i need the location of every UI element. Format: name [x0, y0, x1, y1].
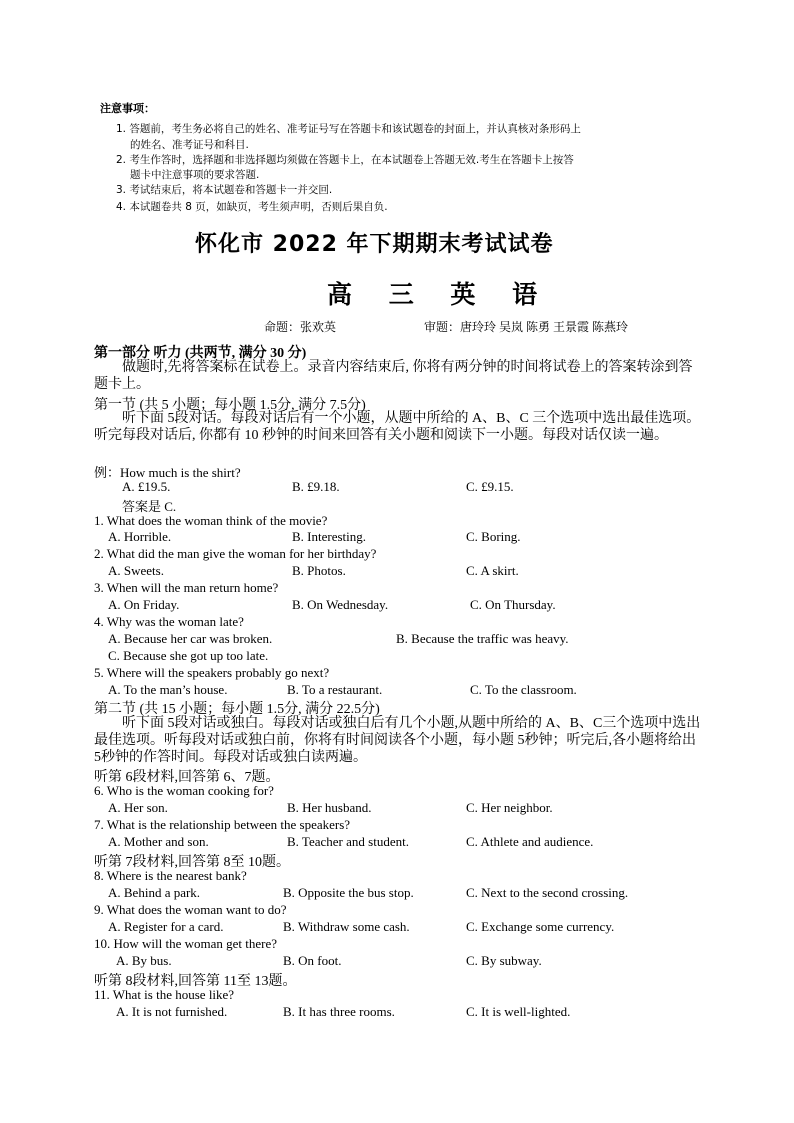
q7-option-c: C. Athlete and audience.	[466, 834, 594, 849]
q5-option-c: C. To the classroom.	[470, 682, 577, 697]
q1-option-b: B. Interesting.	[292, 529, 367, 544]
q10-option-a: A. By bus.	[116, 953, 172, 968]
question-11: 11. What is the house like?	[94, 987, 235, 1002]
q10-option-b: B. On foot.	[283, 953, 342, 968]
section2-intro: 听下面 5段对话或独白。每段对话或独白后有几个小题,从题中所给的 A、B、C三个选项中选出最佳选项。听每段对话或独白前，你将有时间阅读各个小题，每小题 5秒钟；听完后,各小题将给出 5秒钟的作答时间。每段对话或独白读两遍。	[94, 716, 701, 765]
q3-option-b: B. On Wednesday.	[292, 597, 389, 612]
notice-heading: 注意事项：	[100, 102, 155, 115]
q6-option-b: B. Her husband.	[287, 800, 372, 815]
q8-option-a: A. Behind a park.	[108, 885, 201, 900]
question-9: 9. What does the woman want to do?	[94, 902, 287, 917]
question-4: 4. Why was the woman late?	[94, 614, 244, 629]
example-option-b: B. £9.18.	[292, 479, 340, 494]
notice-item-1-cont: 的姓名、准考证号和科目.	[130, 139, 249, 151]
example-question: 例：How much is the shirt?	[94, 465, 241, 480]
notice-item-2-cont: 题卡中注意事项的要求答题.	[130, 169, 260, 181]
question-6: 6. Who is the woman cooking for?	[94, 783, 274, 798]
question-7: 7. What is the relationship between the speakers?	[94, 817, 351, 832]
exam-subject: 高 三 英 语	[327, 280, 552, 309]
q2-option-a: A. Sweets.	[108, 563, 164, 578]
question-1: 1. What does the woman think of the movie?	[94, 513, 328, 528]
example-option-c: C. £9.15.	[466, 479, 514, 494]
notice-item-3: 3. 考试结束后，将本试题卷和答题卡一并交回.	[116, 184, 333, 196]
notice-item-1: 1. 答题前，考生务必将自己的姓名、准考证号写在答题卡和该试题卷的封面上，并认真核对条形码上	[116, 123, 581, 135]
question-2: 2. What did the man give the woman for her birthday?	[94, 546, 377, 561]
exam-author: 命题：张欢英	[264, 320, 337, 334]
q5-option-b: B. To a restaurant.	[287, 682, 383, 697]
material-8-instruction: 听第 8段材料,回答第 11至 13题。	[94, 974, 297, 989]
q9-option-c: C. Exchange some currency.	[466, 919, 615, 934]
q7-option-a: A. Mother and son.	[108, 834, 209, 849]
section2-heading: 第二节 (共 15 小题；每小题 1.5分, 满分 22.5分)	[94, 702, 380, 717]
q8-option-b: B. Opposite the bus stop.	[283, 885, 414, 900]
q5-option-a: A. To the man’s house.	[108, 682, 228, 697]
q7-option-b: B. Teacher and student.	[287, 834, 409, 849]
q3-option-a: A. On Friday.	[108, 597, 180, 612]
material-7-instruction: 听第 7段材料,回答第 8至 10题。	[94, 855, 290, 870]
q1-option-c: C. Boring.	[466, 529, 521, 544]
section1-intro: 听下面 5段对话。每段对话后有一个小题，从题中所给的 A、B、C 三个选项中选出最佳选项。听完每段对话后, 你都有 10 秒钟的时间来回答有关小题和阅读下一小题。每段对话仅读一遍。	[94, 411, 701, 443]
q8-option-c: C. Next to the second crossing.	[466, 885, 629, 900]
q6-option-c: C. Her neighbor.	[466, 800, 553, 815]
question-8: 8. Where is the nearest bank?	[94, 868, 247, 883]
example-option-a: A. £19.5.	[122, 479, 171, 494]
question-5: 5. Where will the speakers probably go next?	[94, 665, 330, 680]
section1-heading: 第一节 (共 5 小题；每小题 1.5分, 满分 7.5分)	[94, 398, 366, 413]
notice-item-2: 2. 考生作答时，选择题和非选择题均须做在答题卡上，在本试题卷上答题无效.考生在答题卡上按答	[116, 154, 574, 166]
q11-option-c: C. It is well-lighted.	[466, 1004, 571, 1019]
q4-option-a: A. Because her car was broken.	[108, 631, 273, 646]
q11-option-b: B. It has three rooms.	[283, 1004, 395, 1019]
notice-item-4: 4. 本试题卷共 8 页，如缺页，考生须声明，否则后果自负.	[116, 201, 388, 213]
part1-intro: 做题时,先将答案标在试卷上。录音内容结束后, 你将有两分钟的时间将试卷上的答案转涂到答题卡上。	[94, 360, 693, 392]
q4-option-b: B. Because the traffic was heavy.	[396, 631, 569, 646]
example-answer: 答案是 C.	[122, 499, 177, 514]
q11-option-a: A. It is not furnished.	[116, 1004, 228, 1019]
q2-option-c: C. A skirt.	[466, 563, 519, 578]
q6-option-a: A. Her son.	[108, 800, 168, 815]
exam-title: 怀化市 2022 年下期期末考试试卷	[195, 232, 554, 257]
material-6-instruction: 听第 6段材料,回答第 6、7题。	[94, 770, 280, 785]
q10-option-c: C. By subway.	[466, 953, 542, 968]
part1-heading: 第一部分 听力 (共两节, 满分 30 分)	[94, 346, 307, 361]
question-3: 3. When will the man return home?	[94, 580, 279, 595]
q2-option-b: B. Photos.	[292, 563, 346, 578]
exam-reviewers: 审题：唐玲玲 吴岚 陈勇 王景霞 陈燕玲	[424, 320, 629, 334]
q3-option-c: C. On Thursday.	[470, 597, 556, 612]
q4-option-c: C. Because she got up too late.	[108, 648, 269, 663]
question-10: 10. How will the woman get there?	[94, 936, 278, 951]
q9-option-b: B. Withdraw some cash.	[283, 919, 410, 934]
q1-option-a: A. Horrible.	[108, 529, 172, 544]
q9-option-a: A. Register for a card.	[108, 919, 224, 934]
